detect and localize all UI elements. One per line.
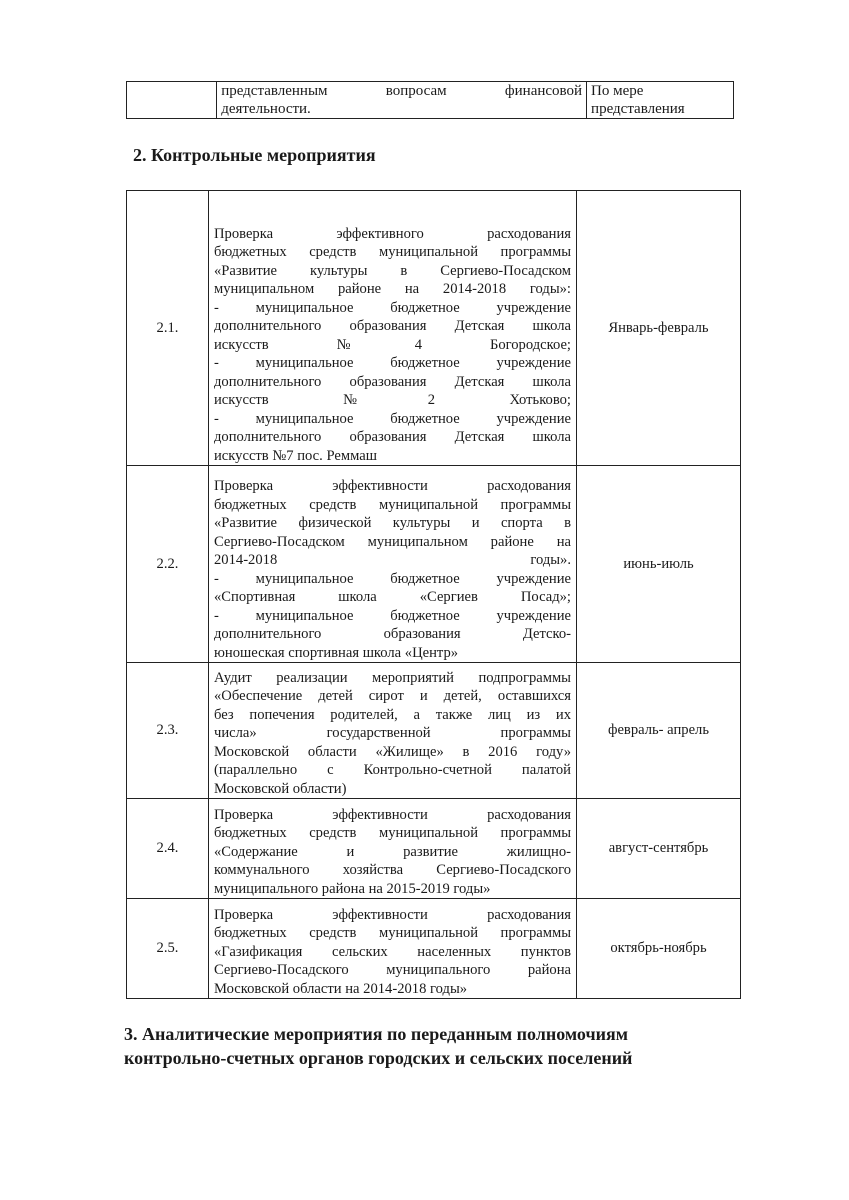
table-row [127,899,741,999]
description-line: бюджетных средств муниципальной программы [214,244,571,260]
description-line: Аудит реализации мероприятий подпрограммы [214,669,571,686]
description-line: Проверка эффективности расходования [214,806,571,823]
description-line: юношеская спортивная школа «Центр» [214,644,459,661]
description-line: коммунального хозяйства Сергиево-Посадского [214,862,571,878]
description-line: «Спортивная школа «Сергиев Посад»; [214,589,571,605]
continued-table [126,81,734,119]
description-line: - муниципальное бюджетное учреждение [214,299,571,316]
description-line: «Газификация сельских населенных пунктов [214,943,571,960]
row-number: 2.3. [127,663,209,799]
table-row [127,466,741,663]
text-line: представленным вопросам финансовой [221,83,583,99]
control-activities-table [126,190,741,999]
row-description [209,799,577,899]
description-line: Сергиево-Посадского муниципального района [214,962,571,978]
description-line: «Обеспечение детей сирот и детей, оставшихся [214,688,571,704]
section-3-heading [124,1022,764,1070]
row-description [209,899,577,999]
section-2-heading: 2. Контрольные мероприятия [133,145,376,165]
description-line: Московской области на 2014-2018 годы» [214,980,468,997]
number-cell [127,82,217,119]
table-row [127,191,741,466]
description-line: Проверка эффективного расходования [214,225,571,242]
description-cell [217,82,587,119]
description-line: искусств №7 пос. Реммаш [214,447,377,464]
description-line: дополнительного образования Детско- [214,626,571,642]
period-line: представления [591,101,685,117]
table-row [127,82,734,119]
description-line: бюджетных средств муниципальной программы [214,496,571,513]
row-number: 2.5. [127,899,209,999]
description-line: - муниципальное бюджетное учреждение [214,410,571,427]
row-period: Январь-февраль [577,191,741,466]
heading-line: 3. Аналитические мероприятия по переданным полномочиям [124,1024,628,1044]
description-line: Проверка эффективности расходования [214,906,571,923]
row-description [209,191,577,466]
table-row [127,799,741,899]
row-number: 2.4. [127,799,209,899]
description-line: - муниципальное бюджетное учреждение [214,570,571,587]
row-description [209,466,577,663]
description-line: - муниципальное бюджетное учреждение [214,355,571,371]
description-line: искусств №2 Хотьково; [214,392,571,408]
description-line: дополнительного образования Детская школа [214,373,571,390]
description-line: дополнительного образования Детская школа [214,318,571,334]
description-line: - муниципальное бюджетное учреждение [214,607,571,624]
row-period: июнь-июль [577,466,741,663]
description-line: без попечения родителей, а также лиц из их [214,706,571,723]
description-line: «Развитие физической культуры и спорта в [214,515,571,531]
text-line: деятельности. [221,101,311,117]
heading-line: контрольно-счетных органов городских и сельских поселений [124,1048,633,1068]
period-cell [587,82,734,119]
description-line: Сергиево-Посадском муниципальном районе на [214,533,571,550]
row-period: октябрь-ноябрь [577,899,741,999]
description-line: дополнительного образования Детская школа [214,429,571,445]
description-line: числа» государственной программы [214,725,571,741]
description-line: искусств №4 Богородское; [214,336,571,353]
row-description [209,663,577,799]
description-line: муниципального района на 2015-2019 годы» [214,880,491,897]
row-number: 2.1. [127,191,209,466]
row-period: август-сентябрь [577,799,741,899]
description-line: «Развитие культуры в Сергиево-Посадском [214,262,571,279]
description-line: «Содержание и развитие жилищно- [214,843,571,860]
description-line: 2014-2018 годы». [214,552,571,568]
description-line: бюджетных средств муниципальной программы [214,925,571,941]
description-line: бюджетных средств муниципальной программы [214,825,571,841]
description-line: Проверка эффективности расходования [214,478,571,494]
table-row [127,663,741,799]
description-line: муниципальном районе на 2014-2018 годы»: [214,281,571,297]
row-number: 2.2. [127,466,209,663]
row-period: февраль- апрель [577,663,741,799]
description-line: Московской области «Жилище» в 2016 году» [214,743,571,760]
period-line: По мере [591,83,644,99]
description-line: (параллельно с Контрольно-счетной палатой [214,762,571,778]
description-line: Московской области) [214,780,347,797]
